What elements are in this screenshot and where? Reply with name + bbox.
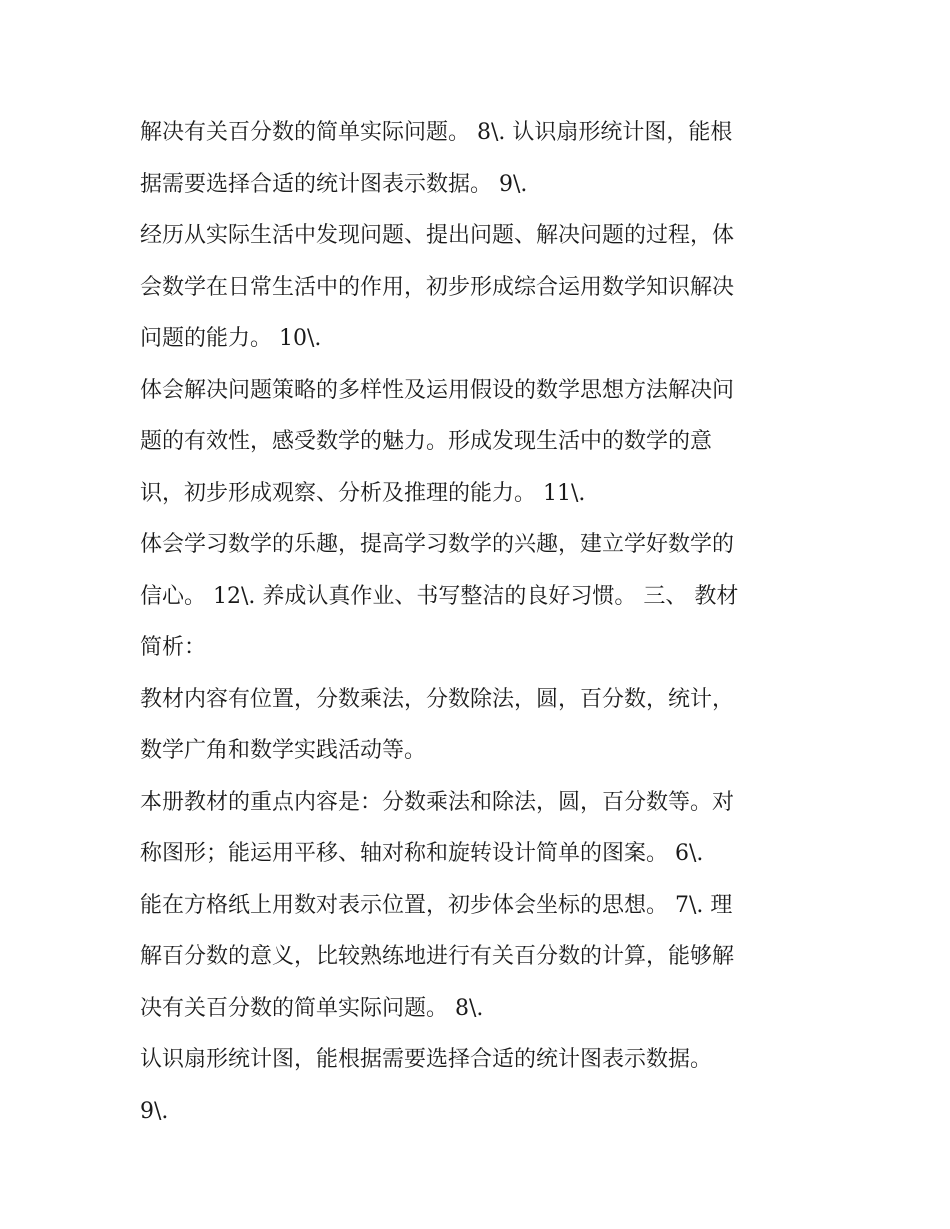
text-line: 教材内容有位置，分数乘法，分数除法，圆，百分数，统计， <box>140 686 735 712</box>
text-line: 经历从实际生活中发现问题、提出问题、解决问题的过程，体 <box>140 223 735 248</box>
text-line: 称图形；能运用平移、轴对称和旋转设计简单的图案。 6\. <box>140 841 704 866</box>
text-line: 能在方格纸上用数对表示位置，初步体会坐标的思想。 7\. 理 <box>140 892 733 918</box>
text-line: 信心。 12\. 养成认真作业、书写整洁的良好习惯。 三、 教材 <box>140 583 739 609</box>
text-line: 认识扇形统计图，能根据需要选择合适的统计图表示数据。 <box>140 1047 713 1072</box>
text-line: 问题的能力。 10\. <box>140 326 322 351</box>
text-line: 识，初步形成观察、分析及推理的能力。 11\. <box>140 480 586 506</box>
text-line: 解决有关百分数的简单实际问题。 8\. 认识扇形统计图，能根 <box>140 120 733 145</box>
text-line: 数学广角和数学实践活动等。 <box>140 738 427 763</box>
text-line: 体会解决问题策略的多样性及运用假设的数学思想方法解决问 <box>140 377 735 403</box>
text-line: 简析： <box>140 635 207 660</box>
text-line: 据需要选择合适的统计图表示数据。 9\. <box>140 171 528 197</box>
text-line: 本册教材的重点内容是：分数乘法和除法，圆，百分数等。对 <box>140 789 735 815</box>
text-line: 决有关百分数的简单实际问题。 8\. <box>140 995 484 1021</box>
text-line: 9\. <box>140 1098 169 1124</box>
text-line: 题的有效性，感受数学的魅力。形成发现生活中的数学的意 <box>140 429 713 454</box>
text-line: 会数学在日常生活中的作用，初步形成综合运用数学知识解决 <box>140 274 735 300</box>
text-line: 体会学习数学的乐趣，提高学习数学的兴趣，建立学好数学的 <box>140 532 735 557</box>
text-line: 解百分数的意义，比较熟练地进行有关百分数的计算，能够解 <box>140 944 735 969</box>
body-text <box>140 107 820 1137</box>
